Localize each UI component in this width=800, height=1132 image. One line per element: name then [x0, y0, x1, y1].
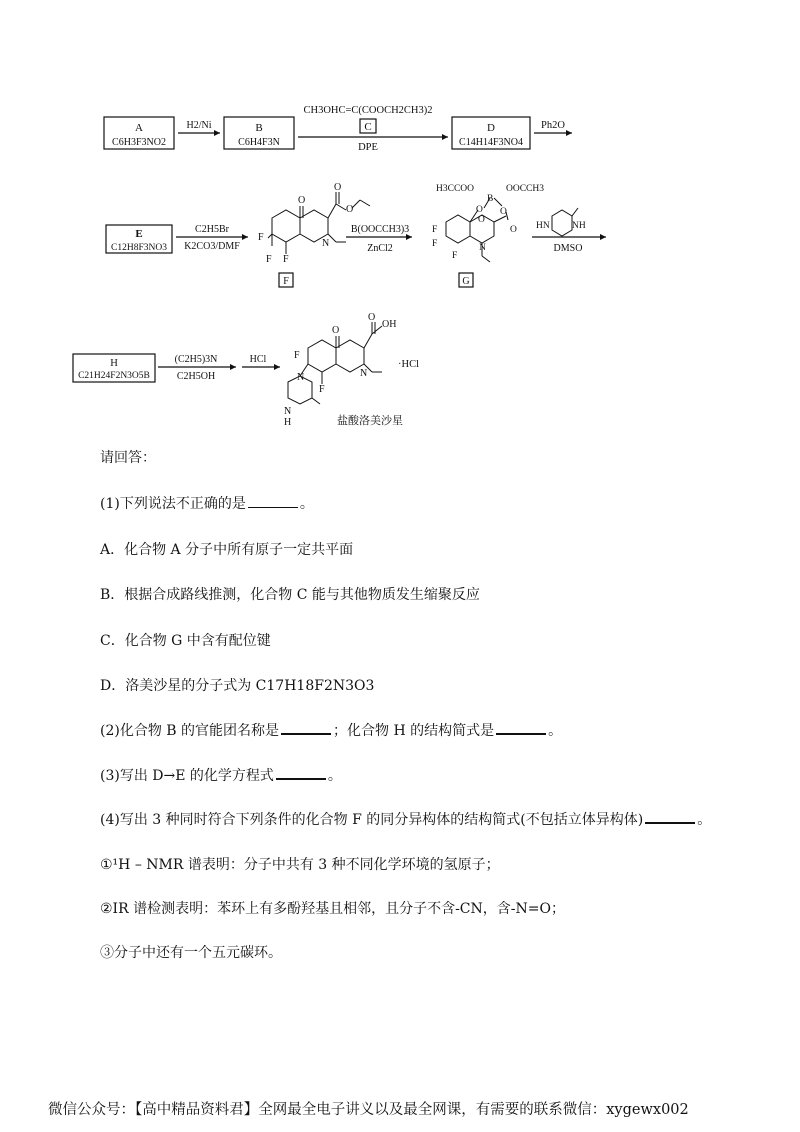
F-label: F: [283, 276, 289, 287]
condition-1: ①¹H – NMR 谱表明：分子中共有 3 种不同化学环境的氢原子；: [100, 857, 500, 873]
svg-text:F: F: [266, 254, 272, 265]
q4-end: 。: [697, 812, 712, 828]
A-formula: C6H3F3NO2: [112, 137, 166, 148]
svg-text:O: O: [510, 225, 517, 235]
option-C: C．化合物 G 中含有配位键: [100, 633, 271, 649]
svg-text:F: F: [319, 384, 325, 395]
D-label: D: [487, 122, 495, 134]
reagent-K2CO3-DMF: K2CO3/DMF: [184, 241, 240, 252]
reagent-ZnCl2: ZnCl2: [367, 243, 393, 254]
condition-3: ③分子中还有一个五元碳环。: [100, 945, 282, 961]
C-label: C: [364, 121, 372, 133]
svg-text:F: F: [258, 232, 264, 243]
svg-text:O: O: [298, 195, 306, 206]
q2-end: 。: [548, 723, 563, 739]
product-name: 盐酸洛美沙星: [337, 414, 403, 427]
svg-text:B: B: [487, 194, 494, 204]
synthesis-scheme: [0, 0, 800, 440]
A-label: A: [135, 122, 143, 134]
reagent-B-OOCCH3-3: B(OOCCH3)3: [350, 224, 410, 235]
reagent-DPE: DPE: [358, 142, 378, 153]
answer-blank-q2-a[interactable]: [281, 721, 331, 735]
H-formula: C21H24F2N3O5B: [78, 371, 150, 381]
C-structure: CH3OHC=C(COOCH2CH3)2: [303, 105, 433, 116]
svg-text:O: O: [346, 204, 354, 215]
svg-text:F: F: [432, 239, 438, 249]
q3-text: (3)写出 D→E 的化学方程式: [100, 768, 274, 784]
B-formula: C6H4F3N: [238, 137, 280, 148]
answer-blank-q3[interactable]: [276, 766, 326, 780]
answer-blank-q1[interactable]: [248, 495, 298, 508]
svg-text:F: F: [452, 251, 458, 261]
reagent-EtOH: C2H5OH: [176, 371, 216, 382]
svg-text:O: O: [332, 325, 340, 336]
svg-text:O: O: [476, 205, 483, 215]
q2-text-b: ；化合物 H 的结构简式是: [333, 723, 495, 739]
reagent-H2-Ni: H2/Ni: [186, 120, 212, 131]
svg-text:F: F: [294, 350, 300, 361]
option-B: B．根据合成路线推测，化合物 C 能与其他物质发生缩聚反应: [100, 587, 480, 603]
q2-text-a: (2)化合物 B 的官能团名称是: [100, 723, 280, 739]
svg-text:O: O: [334, 182, 342, 193]
footer-note: 微信公众号：【高中精品资料君】全网最全电子讲义以及最全网课，有需要的联系微信：xygewx002: [48, 1102, 689, 1118]
intro-text: 请回答：: [100, 450, 156, 466]
G-acetate-left: H3CCOO: [436, 184, 475, 194]
svg-text:O: O: [368, 312, 376, 323]
question-3: [100, 766, 760, 786]
question-1: [100, 494, 760, 514]
reagent-HCl: HCl: [249, 354, 267, 365]
reagent-Et3N: (C2H5)3N: [174, 354, 218, 365]
B-label: B: [255, 122, 263, 134]
reagent-Ph2O: Ph2O: [541, 120, 565, 131]
svg-text:O: O: [500, 207, 507, 217]
svg-text:NH: NH: [572, 221, 586, 231]
option-D: D．洛美沙星的分子式为 C17H18F2N3O3: [100, 678, 375, 694]
D-formula: C14H14F3NO4: [459, 137, 523, 148]
svg-text:N: N: [322, 238, 330, 249]
question-2: [100, 721, 760, 741]
E-formula: C12H8F3NO3: [111, 243, 167, 253]
E-label: E: [135, 228, 143, 240]
G-acetate-right: OOCCH3: [506, 184, 545, 194]
compound-F-structure: [268, 192, 370, 254]
condition-2: ②IR 谱检测表明：苯环上有多酚羟基且相邻，且分子不含-CN，含-N=O；: [100, 901, 565, 917]
svg-text:F: F: [283, 254, 289, 265]
svg-text:N: N: [284, 406, 292, 417]
svg-text:F: F: [432, 225, 438, 235]
svg-text:N: N: [297, 372, 305, 383]
svg-text:OH: OH: [382, 319, 397, 330]
svg-text:H: H: [284, 417, 292, 428]
svg-text:N: N: [360, 368, 368, 379]
salt-HCl: ·HCl: [398, 359, 419, 370]
option-A: A．化合物 A 分子中所有原子一定共平面: [100, 542, 354, 558]
question-4: [100, 810, 760, 830]
H-label: H: [110, 358, 118, 369]
answer-blank-q2-b[interactable]: [496, 721, 546, 735]
q3-end: 。: [327, 768, 342, 784]
q4-text: (4)写出 3 种同时符合下列条件的化合物 F 的同分异构体的结构简式(不包括立体异构体): [100, 812, 644, 828]
G-label: G: [462, 276, 470, 287]
reagent-C2H5Br: C2H5Br: [195, 224, 229, 235]
q1-text: (1)下列说法不正确的是: [100, 496, 246, 512]
svg-text:N: N: [479, 243, 486, 253]
svg-text:O: O: [478, 215, 485, 225]
answer-blank-q4[interactable]: [645, 810, 695, 824]
svg-text:HN: HN: [536, 221, 550, 231]
q1-end: 。: [299, 496, 314, 512]
reagent-DMSO: DMSO: [553, 243, 583, 254]
